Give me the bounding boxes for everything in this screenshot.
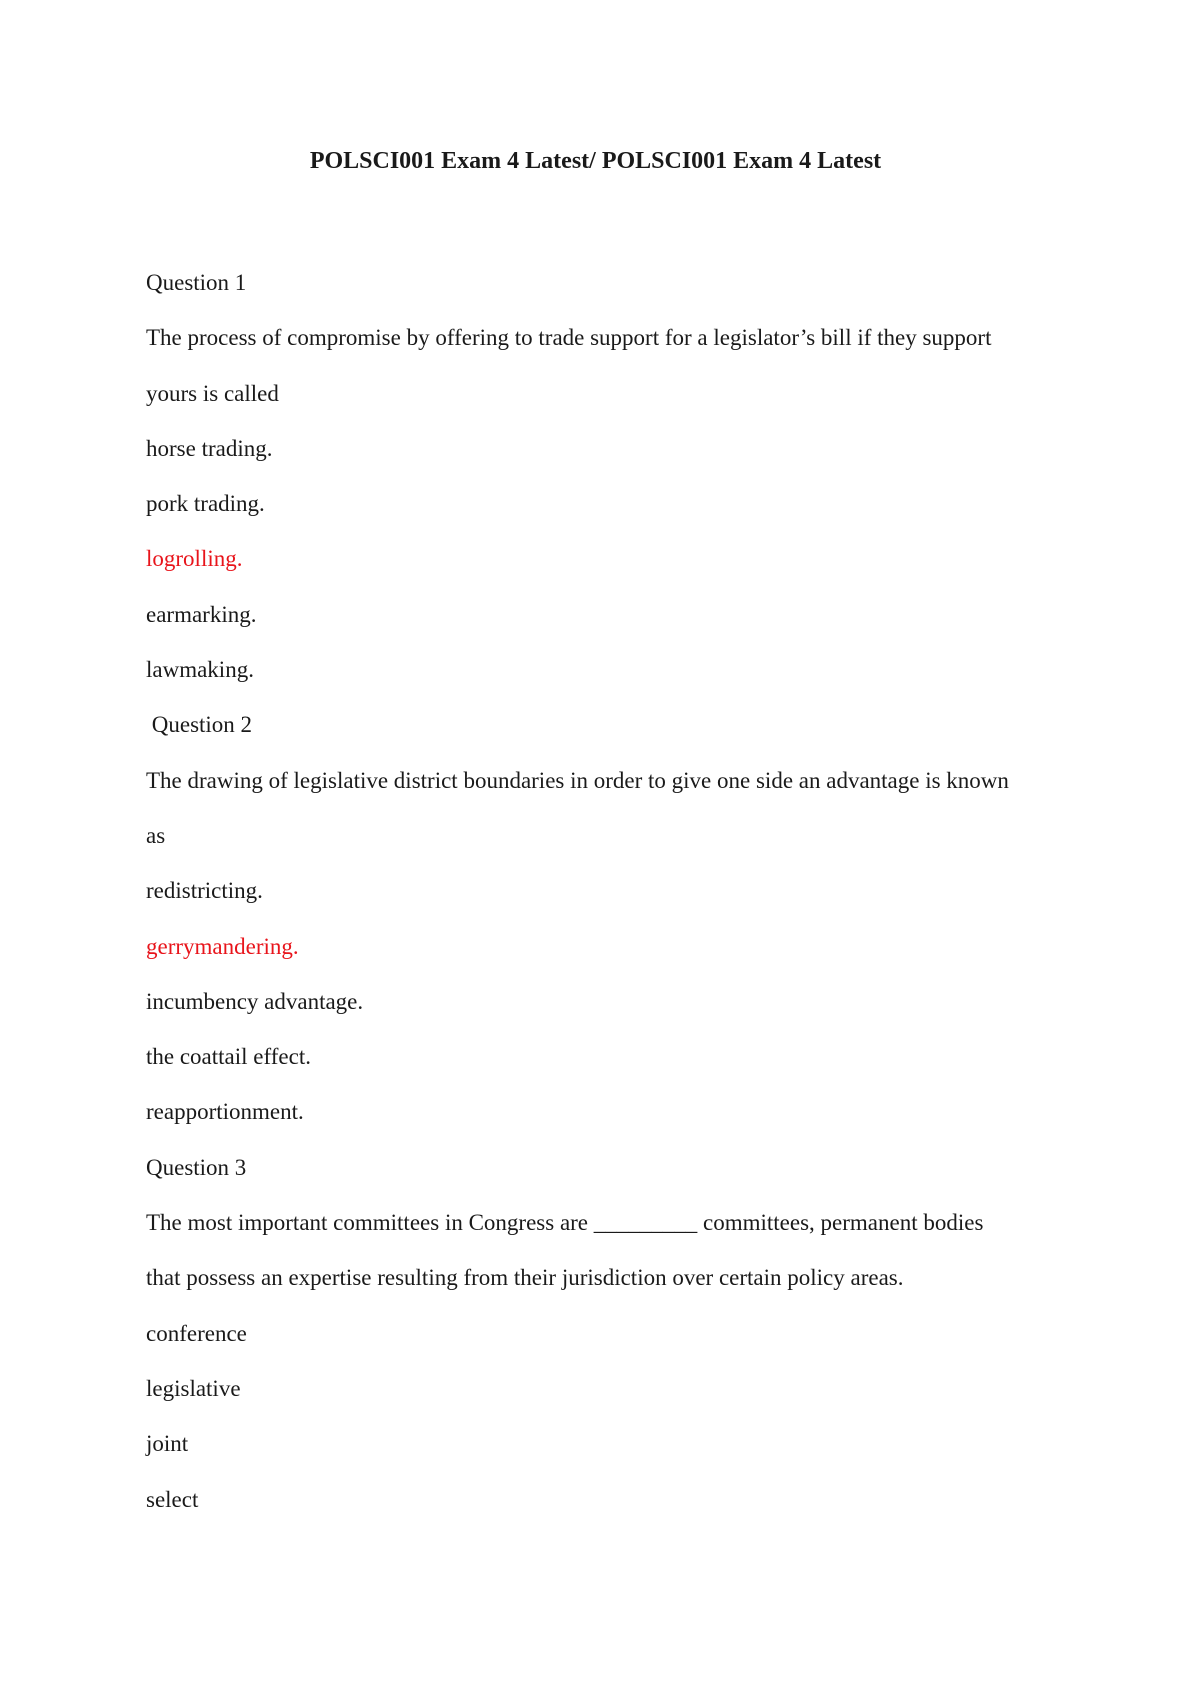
question-1-prompt-line-2: yours is called xyxy=(146,380,279,406)
question-3-prompt-line-2: that possess an expertise resulting from their jurisdiction over certain policy areas. xyxy=(146,1265,904,1291)
question-1-label: Question 1 xyxy=(146,270,247,295)
question-2-label: Question 2 xyxy=(146,712,253,738)
question-3-prompt-line-1: The most important committees in Congress are _________ committees, permanent bodies xyxy=(146,1210,984,1236)
question-3-option-d: select xyxy=(146,1486,199,1512)
question-2-option-c: incumbency advantage. xyxy=(146,988,364,1014)
question-2-correct-answer: gerrymandering. xyxy=(146,933,299,959)
question-3-option-c: joint xyxy=(146,1431,189,1457)
question-1-correct-answer: logrolling. xyxy=(146,546,243,572)
question-1-option-d: earmarking. xyxy=(146,601,257,627)
question-1-option-e: lawmaking. xyxy=(146,657,254,683)
document-body xyxy=(146,255,1066,1527)
question-2-prompt-line-2: as xyxy=(146,822,166,848)
question-2-option-e: reapportionment. xyxy=(146,1099,304,1125)
question-3-option-a: conference xyxy=(146,1320,247,1346)
question-1-option-a: horse trading. xyxy=(146,435,273,461)
question-2-prompt-line-1: The drawing of legislative district boundaries in order to give one side an advantage is known xyxy=(146,767,1009,793)
question-3-label: Question 3 xyxy=(146,1154,247,1180)
question-1-prompt-line-1: The process of compromise by offering to trade support for a legislator’s bill if they support xyxy=(146,325,992,351)
question-2-option-a: redistricting. xyxy=(146,878,263,904)
question-2-option-d: the coattail effect. xyxy=(146,1044,311,1070)
document-title: POLSCI001 Exam 4 Latest/ POLSCI001 Exam 4 Latest xyxy=(309,148,882,174)
question-1-option-b: pork trading. xyxy=(146,491,265,517)
question-3-option-b: legislative xyxy=(146,1375,241,1401)
